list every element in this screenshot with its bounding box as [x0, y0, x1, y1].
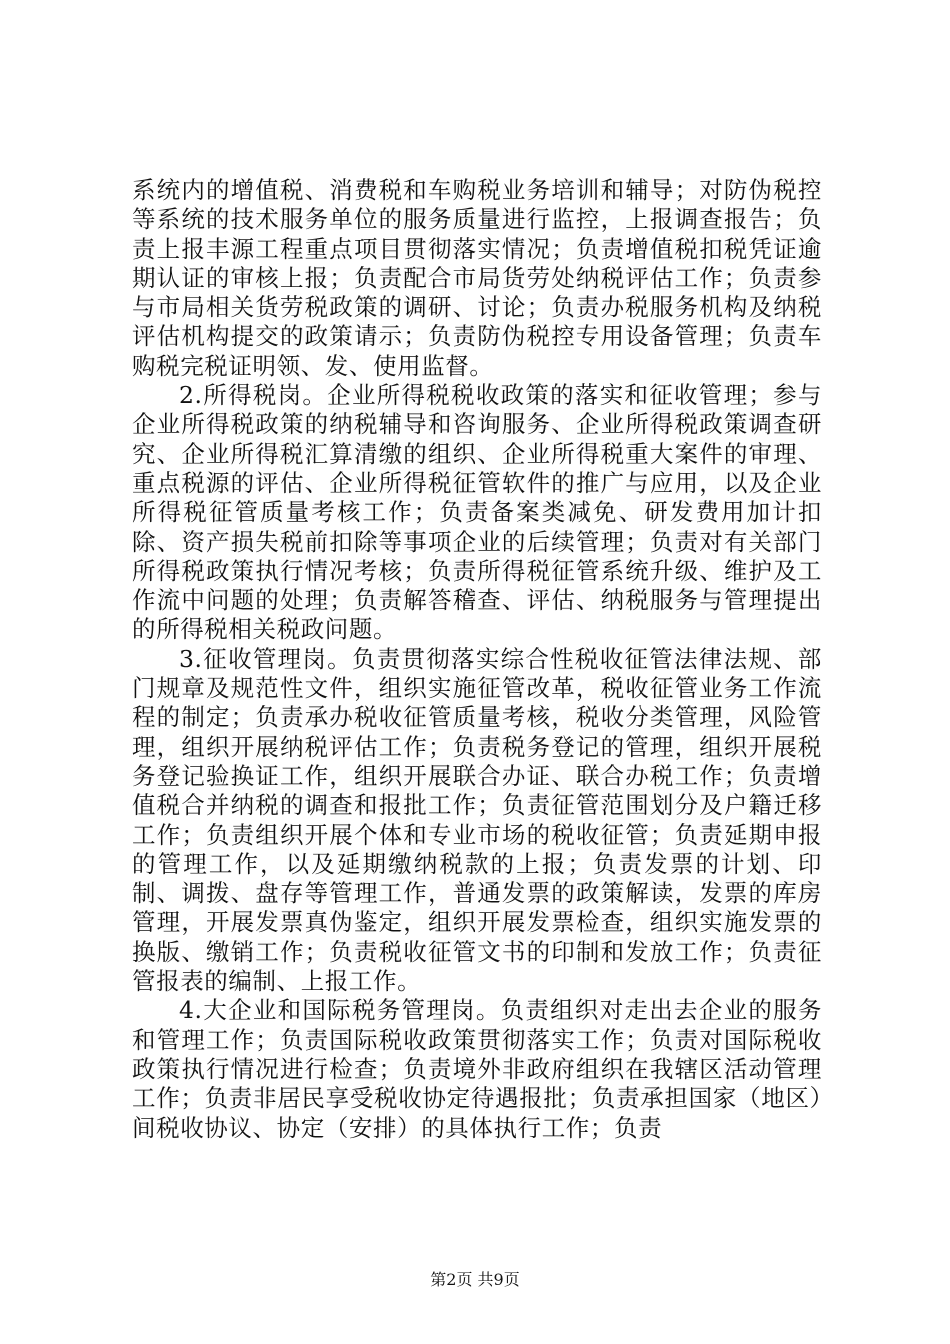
paragraph-1: 系统内的增值税、消费税和车购税业务培训和辅导；对防伪税控等系统的技术服务单位的服务质量进行监控，上报调查报告；负责上报丰源工程重点项目贯彻落实情况；负责增值税扣税凭证逾期认证的审核上报；负责配合市局货劳处纳税评估工作；负责参与市局相关货劳税政策的调研、讨论；负责办税服务机构及纳税评估机构提交的政策请示；负责防伪税控专用设备管理；负责车购税完税证明领、发、使用监督。 [132, 176, 822, 380]
paragraph-3: 3.征收管理岗。负责贯彻落实综合性税收征管法律法规、部门规章及规范性文件，组织实施征管改革，税收征管业务工作流程的制定；负责承办税收征管质量考核，税收分类管理，风险管理，组织开展纳税评估工作；负责税务登记的管理，组织开展税务登记验换证工作，组织开展联合办证、联合办税工作；负责增值税合并纳税的调查和报批工作；负责征管范围划分及户籍迁移工作；负责组织开展个体和专业市场的税收征管；负责延期申报的管理工作，以及延期缴纳税款的上报；负责发票的计划、印制、调拨、盘存等管理工作，普通发票的政策解读，发票的库房管理，开展发票真伪鉴定，组织开展发票检查，组织实施发票的换版、缴销工作；负责税收征管文书的印制和发放工作；负责征管报表的编制、上报工作。 [132, 644, 822, 996]
page-footer: 第2页 共9页 [430, 1270, 520, 1289]
paragraph-4: 4.大企业和国际税务管理岗。负责组织对走出去企业的服务和管理工作；负责国际税收政策贯彻落实工作；负责对国际税收政策执行情况进行检查；负责境外非政府组织在我辖区活动管理工作；负责非居民享受税收协定待遇报批；负责承担国家（地区）间税收协议、协定（安排）的具体执行工作；负责 [132, 996, 822, 1142]
paragraph-2: 2.所得税岗。企业所得税税收政策的落实和征收管理；参与企业所得税政策的纳税辅导和咨询服务、企业所得税政策调查研究、企业所得税汇算清缴的组织、企业所得税重大案件的审理、重点税源的评估、企业所得税征管软件的推广与应用，以及企业所得税征管质量考核工作；负责备案类减免、研发费用加计扣除、资产损失税前扣除等事项企业的后续管理；负责对有关部门所得税政策执行情况考核；负责所得税征管系统升级、维护及工作流中问题的处理；负责解答稽查、评估、纳税服务与管理提出的所得税相关税政问题。 [132, 381, 822, 644]
document-body [132, 176, 822, 1143]
